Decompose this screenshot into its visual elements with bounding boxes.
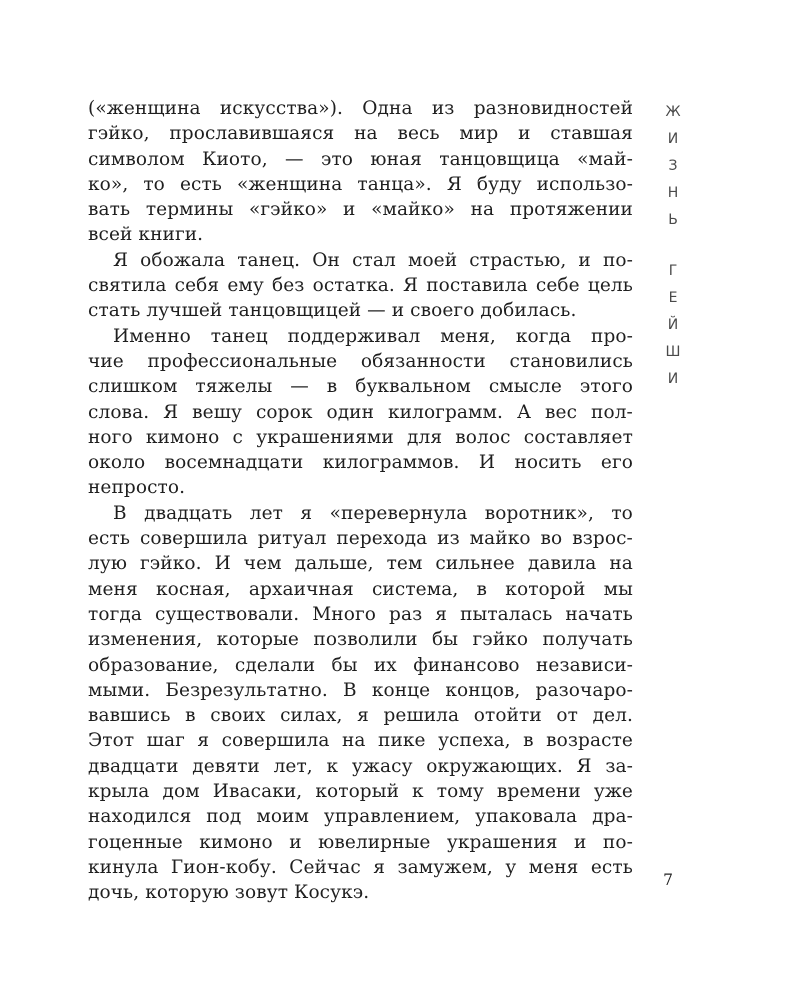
text-line: всей книги. [88, 224, 204, 246]
text-line: мыми. Безрезультатно. В конце концов, разочаро- [88, 679, 633, 701]
body-text [88, 96, 633, 906]
running-title [660, 99, 686, 393]
text-line: чие профессиональные обязанности становились [88, 350, 633, 372]
text-line: гэйко, прославившаяся на весь мир и ставшая [88, 123, 633, 145]
text-line: вавшись в своих силах, я решила отойти от дел. [88, 705, 633, 727]
running-title-letter: Ж [665, 104, 681, 120]
running-title-letter: Ь [668, 212, 678, 228]
text-line: изменения, которые позволили бы гэйко получать [88, 629, 633, 651]
running-title-letter: Ш [665, 344, 681, 360]
text-line: ного кимоно с украшениями для волос составляет [88, 426, 633, 448]
text-line: крыла дом Ивасаки, который к тому времени уже [88, 781, 633, 803]
text-line: двадцати девяти лет, к ужасу окружающих. Я за- [88, 755, 633, 777]
running-title-letter: Г [668, 263, 678, 279]
running-title-letter: Н [667, 185, 679, 201]
text-line: ко», то есть «женщина танца». Я буду использо- [88, 173, 633, 195]
text-line: дочь, которую зовут Косукэ. [88, 882, 370, 904]
text-line: Именно танец поддерживал меня, когда про- [113, 325, 633, 347]
text-line: кинула Гион-кобу. Сейчас я замужем, у меня есть [88, 856, 633, 878]
running-title-letter: Й [667, 317, 679, 333]
running-title-letter: И [667, 131, 679, 147]
running-title-word-gap [660, 234, 686, 258]
text-line: около восемнадцати килограммов. И носить его [88, 452, 633, 474]
paragraph [88, 324, 633, 501]
paragraph [88, 96, 633, 248]
text-line: символом Киото, — это юная танцовщица «май- [88, 148, 633, 170]
text-line: есть совершила ритуал перехода из майко во взрос- [88, 528, 633, 550]
text-line: («женщина искусства»). Одна из разновидностей [88, 98, 633, 119]
text-line: вать термины «гэйко» и «майко» на протяжении [88, 199, 633, 221]
page-number: 7 [663, 871, 673, 889]
text-line: В двадцать лет я «перевернула воротник», то [113, 502, 633, 524]
running-title-letter: Е [668, 290, 678, 306]
text-line: слишком тяжелы — в буквальном смысле этого [88, 376, 633, 398]
running-title-letter: З [668, 158, 678, 174]
text-line: непросто. [88, 477, 186, 499]
text-line: слова. Я вешу сорок один килограмм. А вес пол- [88, 401, 633, 423]
text-line: Я обожала танец. Он стал моей страстью, и по- [113, 249, 633, 271]
text-line: лую гэйко. И чем дальше, тем сильнее давила на [88, 553, 633, 575]
text-line: святила себя ему без остатка. Я поставила себе цель [88, 275, 633, 297]
paragraph [88, 501, 633, 906]
running-title-letter: И [667, 371, 679, 387]
text-line: находился под моим управлением, упаковала дра- [88, 806, 633, 828]
text-line: образование, сделали бы их финансово независи- [88, 654, 633, 676]
text-line: гоценные кимоно и ювелирные украшения и по- [88, 831, 633, 853]
text-line: тогда существовали. Много раз я пыталась начать [88, 603, 633, 625]
paragraph [88, 248, 633, 324]
text-line: Этот шаг я совершила на пике успеха, в возрасте [88, 730, 633, 752]
text-line: стать лучшей танцовщицей — и своего добилась. [88, 300, 577, 322]
text-line: меня косная, архаичная система, в которой мы [88, 578, 633, 600]
